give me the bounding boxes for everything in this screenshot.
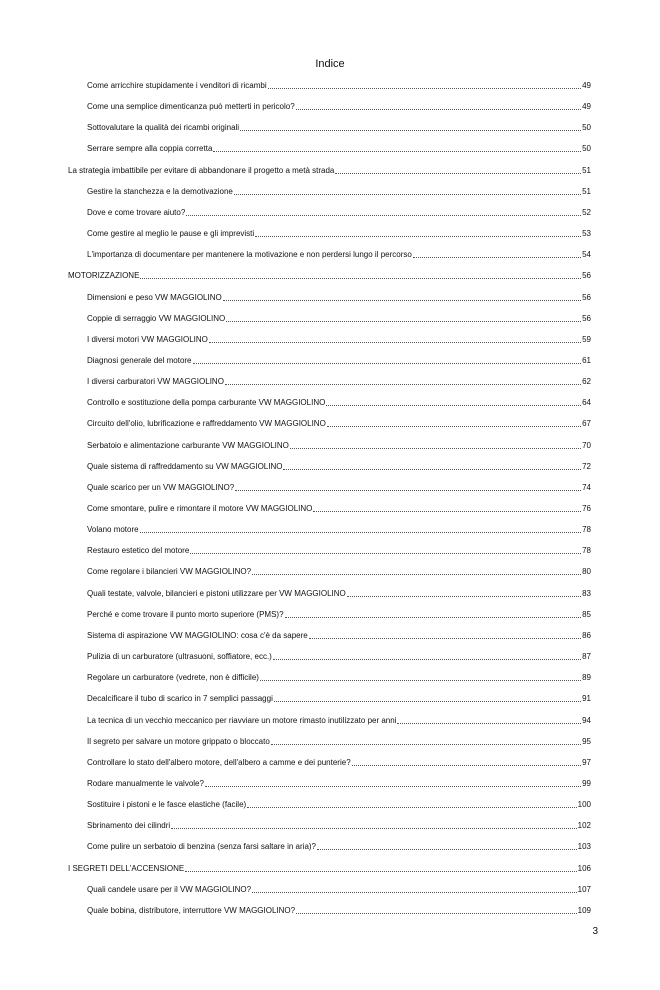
toc-entry-page: 56 (582, 271, 591, 281)
toc-entry-page: 61 (582, 355, 591, 365)
toc-entry-page: 62 (582, 377, 591, 387)
toc-entry-title: Sostituire i pistoni e le fasce elastiche (facile) (87, 800, 247, 810)
toc-entry-title: Circuito dell'olio, lubrificazione e raffreddamento VW MAGGIOLINO (87, 419, 326, 429)
toc-entry-title: Decalcificare il tubo di scarico in 7 semplici passaggi (87, 694, 273, 704)
toc-entry-page: 86 (582, 630, 591, 640)
page-number: 3 (592, 926, 598, 937)
toc-leader-dots (240, 129, 581, 131)
toc-entry[interactable] (68, 860, 591, 874)
toc-entry-title: Perché e come trovare il punto morto superiore (PMS)? (87, 609, 284, 619)
toc-leader-dots (347, 595, 581, 597)
toc-entry-title: Quali candele usare per il VW MAGGIOLINO? (87, 884, 252, 894)
toc-entry-title: Coppie di serraggio VW MAGGIOLINO (87, 313, 226, 323)
toc-entry-page: 54 (582, 250, 591, 260)
toc-entry-title: Come regolare i bilancieri VW MAGGIOLINO? (87, 567, 252, 577)
toc-leader-dots (247, 806, 576, 808)
toc-entry[interactable] (87, 627, 591, 641)
toc-entry-title: Come arricchire stupidamente i venditori di ricambi (87, 81, 267, 90)
toc-entry-title: Sottovalutare la qualità dei ricambi originali (87, 123, 240, 133)
toc-entry[interactable] (87, 458, 591, 472)
toc-entry-title: MOTORIZZAZIONE (68, 271, 140, 281)
toc-leader-dots (252, 891, 577, 893)
toc-entry-page: 64 (582, 398, 591, 408)
toc-entry[interactable] (87, 310, 591, 324)
toc-entry[interactable] (87, 77, 591, 91)
toc-leader-dots (274, 700, 581, 702)
toc-entry-page: 78 (582, 546, 591, 556)
toc-entry-page: 80 (582, 567, 591, 577)
toc-leader-dots (185, 870, 576, 872)
toc-entry[interactable] (87, 563, 591, 577)
toc-entry-title: Serrare sempre alla coppia corretta (87, 144, 213, 154)
toc-entry-page: 99 (582, 778, 591, 788)
toc-entry-page: 97 (582, 757, 591, 767)
toc-entry-title: Quale bobina, distributore, interruttore VW MAGGIOLINO? (87, 905, 296, 915)
toc-leader-dots (235, 489, 581, 491)
toc-entry-page: 78 (582, 525, 591, 535)
toc-leader-dots (326, 404, 581, 406)
toc-leader-dots (296, 912, 577, 914)
toc-entry-title: I diversi motori VW MAGGIOLINO (87, 334, 208, 344)
toc-entry-title: Sbrinamento dei cilindri (87, 821, 171, 831)
toc-leader-dots (226, 320, 581, 322)
toc-entry[interactable] (87, 585, 591, 599)
toc-leader-dots (273, 658, 581, 660)
toc-entry[interactable] (68, 267, 591, 281)
toc-entry[interactable] (87, 775, 591, 789)
toc-leader-dots (255, 235, 581, 237)
toc-entry-page: 50 (582, 144, 591, 154)
toc-entry[interactable] (87, 225, 591, 239)
toc-leader-dots (413, 256, 581, 258)
toc-entry[interactable] (87, 183, 591, 197)
toc-entry[interactable] (87, 352, 591, 366)
toc-leader-dots (140, 277, 581, 279)
toc-entry[interactable] (87, 881, 591, 895)
toc-leader-dots (313, 510, 581, 512)
toc-leader-dots (271, 743, 581, 745)
toc-leader-dots (335, 172, 581, 174)
toc-entry-page: 52 (582, 207, 591, 217)
toc-leader-dots (209, 341, 581, 343)
toc-leader-dots (140, 531, 582, 533)
toc-entry-title: Diagnosi generale del motore (87, 355, 192, 365)
toc-entry[interactable] (87, 98, 591, 112)
toc-entry[interactable] (87, 521, 591, 535)
toc-leader-dots (309, 637, 581, 639)
toc-entry-page: 103 (577, 842, 591, 852)
toc-entry-page: 49 (582, 81, 591, 90)
toc-entry-title: I SEGRETI DELL'ACCENSIONE (68, 863, 185, 873)
toc-entry-title: Restauro estetico del motore (87, 546, 190, 556)
toc-entry-page: 109 (577, 905, 591, 915)
toc-entry-page: 74 (582, 482, 591, 492)
toc-entry[interactable] (87, 415, 591, 429)
toc-entry[interactable] (87, 373, 591, 387)
toc-entry-page: 87 (582, 652, 591, 662)
toc-leader-dots (205, 785, 581, 787)
toc-entry-page: 49 (582, 102, 591, 112)
toc-entry[interactable] (87, 712, 591, 726)
toc-entry[interactable] (87, 204, 591, 218)
toc-leader-dots (260, 679, 581, 681)
page-title: Indice (315, 58, 345, 70)
toc-entry-page: 106 (577, 863, 591, 873)
toc-entry-title: Sistema di aspirazione VW MAGGIOLINO: cosa c'è da sapere (87, 630, 308, 640)
toc-entry-page: 72 (582, 461, 591, 471)
toc-entry-page: 53 (582, 229, 591, 239)
toc-entry[interactable] (68, 162, 591, 176)
toc-entry-title: Quale sistema di raffreddamento su VW MAGGIOLINO (87, 461, 283, 471)
toc-entry[interactable] (87, 838, 591, 852)
toc-entry-page: 59 (582, 334, 591, 344)
toc-entry[interactable] (87, 690, 591, 704)
toc-leader-dots (397, 722, 581, 724)
toc-entry-title: Gestire la stanchezza e la demotivazione (87, 186, 233, 196)
toc-entry-title: L'importanza di documentare per mantenere la motivazione e non perdersi lungo il percorso (87, 250, 412, 260)
toc-entry-title: La strategia imbattibile per evitare di abbandonare il progetto a metà strada (68, 165, 335, 175)
toc-entry-page: 85 (582, 609, 591, 619)
toc-entry-page: 83 (582, 588, 591, 598)
toc-entry[interactable] (87, 246, 591, 260)
toc-entry-page: 67 (582, 419, 591, 429)
toc-leader-dots (213, 150, 581, 152)
toc-entry-page: 70 (582, 440, 591, 450)
toc-entry-title: La tecnica di un vecchio meccanico per riavviare un motore rimasto inutilizzato per anni (87, 715, 397, 725)
toc-entry-title: Controllare lo stato dell'albero motore, dell'albero a camme e dei punterie? (87, 757, 351, 767)
toc-leader-dots (252, 573, 581, 575)
toc-entry-title: Dove e come trovare aiuto? (87, 207, 186, 217)
toc-leader-dots (290, 447, 581, 449)
toc-leader-dots (296, 108, 581, 110)
toc-entry[interactable] (87, 394, 591, 408)
toc-entry-title: Come smontare, pulire e rimontare il motore VW MAGGIOLINO (87, 504, 313, 513)
toc-entry-page: 94 (582, 715, 591, 725)
toc-entry-title: Serbatoio e alimentazione carburante VW MAGGIOLINO (87, 440, 289, 450)
toc-leader-dots (285, 616, 582, 618)
toc-leader-dots (283, 468, 581, 470)
toc-entry-title: Il segreto per salvare un motore grippato o bloccato (87, 736, 270, 746)
toc-entry-title: Volano motore (87, 525, 139, 535)
toc-entry-title: I diversi carburatori VW MAGGIOLINO (87, 377, 224, 387)
toc-leader-dots (171, 827, 576, 829)
toc-entry-page: 76 (582, 504, 591, 513)
toc-entry-page: 100 (577, 800, 591, 810)
toc-entry[interactable] (87, 754, 591, 768)
toc-entry[interactable] (87, 796, 591, 810)
toc-leader-dots (234, 193, 581, 195)
toc-leader-dots (190, 552, 581, 554)
toc-entry-title: Come pulire un serbatoio di benzina (senza farsi saltare in aria)? (87, 842, 317, 852)
toc-leader-dots (186, 214, 581, 216)
toc-entry-page: 56 (582, 292, 591, 302)
toc-entry[interactable] (87, 669, 591, 683)
toc-entry-title: Regolare un carburatore (vedrete, non è difficile) (87, 673, 259, 683)
toc-leader-dots (317, 848, 577, 850)
toc-entry-page: 91 (582, 694, 591, 704)
toc-entry[interactable] (87, 648, 591, 662)
toc-entry[interactable] (87, 542, 591, 556)
toc-entry-title: Dimensioni e peso VW MAGGIOLINO (87, 292, 222, 302)
toc-leader-dots (223, 299, 581, 301)
toc-entry-page: 95 (582, 736, 591, 746)
toc-leader-dots (268, 87, 581, 89)
toc-leader-dots (327, 425, 581, 427)
toc-entry-page: 51 (582, 186, 591, 196)
toc-entry[interactable] (87, 289, 591, 303)
toc-leader-dots (352, 764, 581, 766)
toc-entry[interactable] (87, 733, 591, 747)
toc-entry[interactable] (87, 817, 591, 831)
toc-entry[interactable] (87, 437, 591, 451)
toc-entry-page: 89 (582, 673, 591, 683)
toc-entry-title: Quali testate, valvole, bilancieri e pistoni utilizzare per VW MAGGIOLINO (87, 588, 346, 598)
toc-entry-title: Come gestire al meglio le pause e gli imprevisti (87, 229, 255, 239)
toc-entry[interactable] (87, 606, 591, 620)
toc-entry-page: 56 (582, 313, 591, 323)
toc-entry[interactable] (87, 119, 591, 133)
toc-entry-title: Pulizia di un carburatore (ultrasuoni, soffiatore, ecc.) (87, 652, 272, 662)
toc-entry-page: 102 (577, 821, 591, 831)
toc-entry[interactable] (87, 479, 591, 493)
toc-leader-dots (225, 383, 581, 385)
toc-entry-title: Rodare manualmente le valvole? (87, 778, 204, 788)
toc-entry-page: 107 (577, 884, 591, 894)
toc-entry[interactable] (87, 331, 591, 345)
toc-entry-page: 51 (582, 165, 591, 175)
toc-leader-dots (193, 362, 582, 364)
toc-entry[interactable] (87, 140, 591, 154)
toc-entry-title: Controllo e sostituzione della pompa carburante VW MAGGIOLINO (87, 398, 326, 408)
toc-entry[interactable] (87, 500, 591, 514)
toc-entry-title: Quale scarico per un VW MAGGIOLINO? (87, 482, 235, 492)
toc-entry-title: Come una semplice dimenticanza può metterti in pericolo? (87, 102, 295, 112)
toc-entry-page: 50 (582, 123, 591, 133)
toc-entry[interactable] (87, 902, 591, 916)
